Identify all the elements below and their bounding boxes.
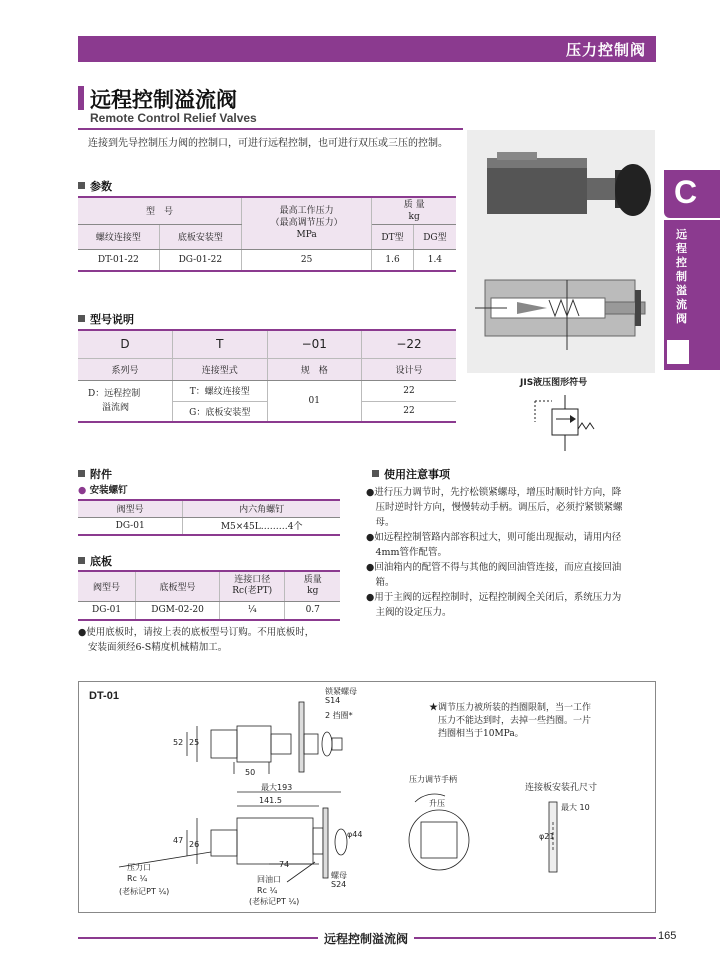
cautions-heading: 使用注意事项 bbox=[372, 466, 450, 482]
lock-nut-label: 锁紧螺母 bbox=[325, 687, 357, 696]
accessory-heading: 附件 bbox=[78, 466, 112, 482]
mini-symbol-icon bbox=[667, 340, 689, 364]
list-item: 母。 bbox=[366, 517, 395, 528]
dim-47: 47 bbox=[173, 836, 184, 845]
dim-50: 50 bbox=[245, 768, 256, 777]
dim-52: 52 bbox=[173, 738, 184, 747]
s24-label: S24 bbox=[331, 880, 347, 889]
pressure-port-rc: Rc ¼ bbox=[127, 874, 148, 883]
list-item: 压时逆时针方向，慢慢转动手柄。调压后，必须拧紧锁紧螺 bbox=[366, 502, 623, 513]
nut-label: 螺母 bbox=[331, 871, 347, 880]
subplate-note: ●使用底板时，请按上表的底板型号订购。不用底板时， 安装面须经6-S精度机械精加工。 bbox=[78, 627, 315, 653]
accessory-table: 阀型号 内六角螺钉 DG-01 M5×45L………4个 bbox=[78, 499, 340, 536]
table-cell: 1.4 bbox=[413, 249, 456, 271]
return-port-rc: Rc ¼ bbox=[257, 886, 278, 895]
category-label: 压力控制阀 bbox=[565, 41, 646, 59]
model-code-table: D T −01 −22 系列号 连接型式 规 格 设计号 D：远程控制 溢流阀 T：螺纹连接型 01 22 G：底板安装型 22 bbox=[78, 329, 456, 423]
stop-ring-label: 2 挡圈* bbox=[325, 711, 353, 720]
dim-max193: 最大193 bbox=[261, 783, 293, 792]
list-item: 4mm管作配管。 bbox=[366, 547, 448, 558]
product-figure-panel bbox=[467, 130, 655, 373]
table-cell: 25 bbox=[241, 249, 371, 271]
chapter-letter: C bbox=[674, 174, 698, 210]
category-bar bbox=[78, 36, 656, 62]
pressure-port-pt: (老标记PT ¼) bbox=[119, 887, 170, 896]
page-number: 165 bbox=[658, 930, 677, 942]
chapter-side-tab bbox=[664, 170, 720, 370]
max10-label: 最大 10 bbox=[561, 803, 590, 812]
drawing-model: DT-01 bbox=[89, 690, 119, 702]
title-marker bbox=[78, 86, 84, 110]
cautions-list bbox=[366, 485, 658, 620]
chapter-label-vertical: 远 程 控 制 溢 流 阀 bbox=[676, 228, 687, 325]
model-code-heading: 型号说明 bbox=[78, 311, 134, 327]
list-item: ●用于主阀的远程控制时，远程控制阀全关闭后，系统压力为 bbox=[366, 592, 622, 603]
dimension-drawing-box bbox=[78, 681, 656, 913]
jis-symbol bbox=[530, 395, 610, 455]
s14-label: S14 bbox=[325, 696, 341, 705]
footer-title: 远程控制溢流阀 bbox=[318, 930, 414, 947]
dim-26: 26 bbox=[189, 840, 200, 849]
table-cell: DG-01-22 bbox=[159, 249, 241, 271]
dim-21: φ21 bbox=[539, 832, 555, 841]
dim-141: 141.5 bbox=[259, 796, 282, 805]
stop-ring-note: ★调节压力被所装的挡圈限制，当一工作 压力不能达到时，去掉一些挡圈。一片 挡圈相当于10MPa。 bbox=[429, 703, 592, 739]
page-title: 远程控制溢流阀 bbox=[90, 88, 237, 112]
subplate-heading: 底板 bbox=[78, 553, 112, 569]
raise-label: 升压 bbox=[429, 799, 445, 808]
page-subtitle: Remote Control Relief Valves bbox=[90, 111, 257, 125]
list-item: ●如远程控制管路内部容积过大，则可能出现振动，请用内径 bbox=[366, 532, 622, 543]
return-port-label: 回油口 bbox=[257, 875, 281, 884]
handle-knob-photo bbox=[615, 164, 651, 216]
hole-title: 连接板安装孔尺寸 bbox=[525, 783, 598, 793]
params-heading: 参数 bbox=[78, 178, 112, 194]
list-item: ●回油箱内的配管不得与其他的阀回油管连接，而应直接回油 bbox=[366, 562, 622, 573]
table-cell: 1.6 bbox=[372, 249, 413, 271]
product-illustration bbox=[467, 130, 655, 373]
dim-25: 25 bbox=[189, 738, 200, 747]
intro-text: 连接到先导控制压力阀的控制口，可进行远程控制，也可进行双压或三压的控制。 bbox=[88, 138, 448, 149]
list-item: 主阀的设定压力。 bbox=[366, 607, 452, 618]
dim-44: φ44 bbox=[347, 830, 363, 839]
return-port-pt: (老标记PT ¼) bbox=[249, 897, 300, 906]
table-cell: DT-01-22 bbox=[78, 249, 159, 271]
handle-label: 压力调节手柄 bbox=[409, 775, 457, 784]
params-table: 型 号 最高工作压力 （最高调节压力） MPa 质 量 kg 螺纹连接型 底板安装型 DT型 DG型 DT-01-22 DG-01-22 25 1.6 1.4 bbox=[78, 196, 456, 272]
jis-symbol-label: JIS液压图形符号 bbox=[520, 378, 588, 388]
list-item: 箱。 bbox=[366, 577, 395, 588]
pressure-port-label: 压力口 bbox=[127, 863, 151, 872]
subplate-table: 阀型号 底板型号 连接口径 Rc(老PT) 质量 kg DG-01 DGM-02-20 ¼ 0.7 bbox=[78, 570, 340, 621]
title-underline bbox=[78, 128, 463, 130]
accessory-subheading: ● 安装螺钉 bbox=[78, 485, 128, 496]
dim-74: 74 bbox=[279, 860, 290, 869]
list-item: ●进行压力调节时，先拧松锁紧螺母，增压时顺时针方向，降 bbox=[366, 487, 622, 498]
